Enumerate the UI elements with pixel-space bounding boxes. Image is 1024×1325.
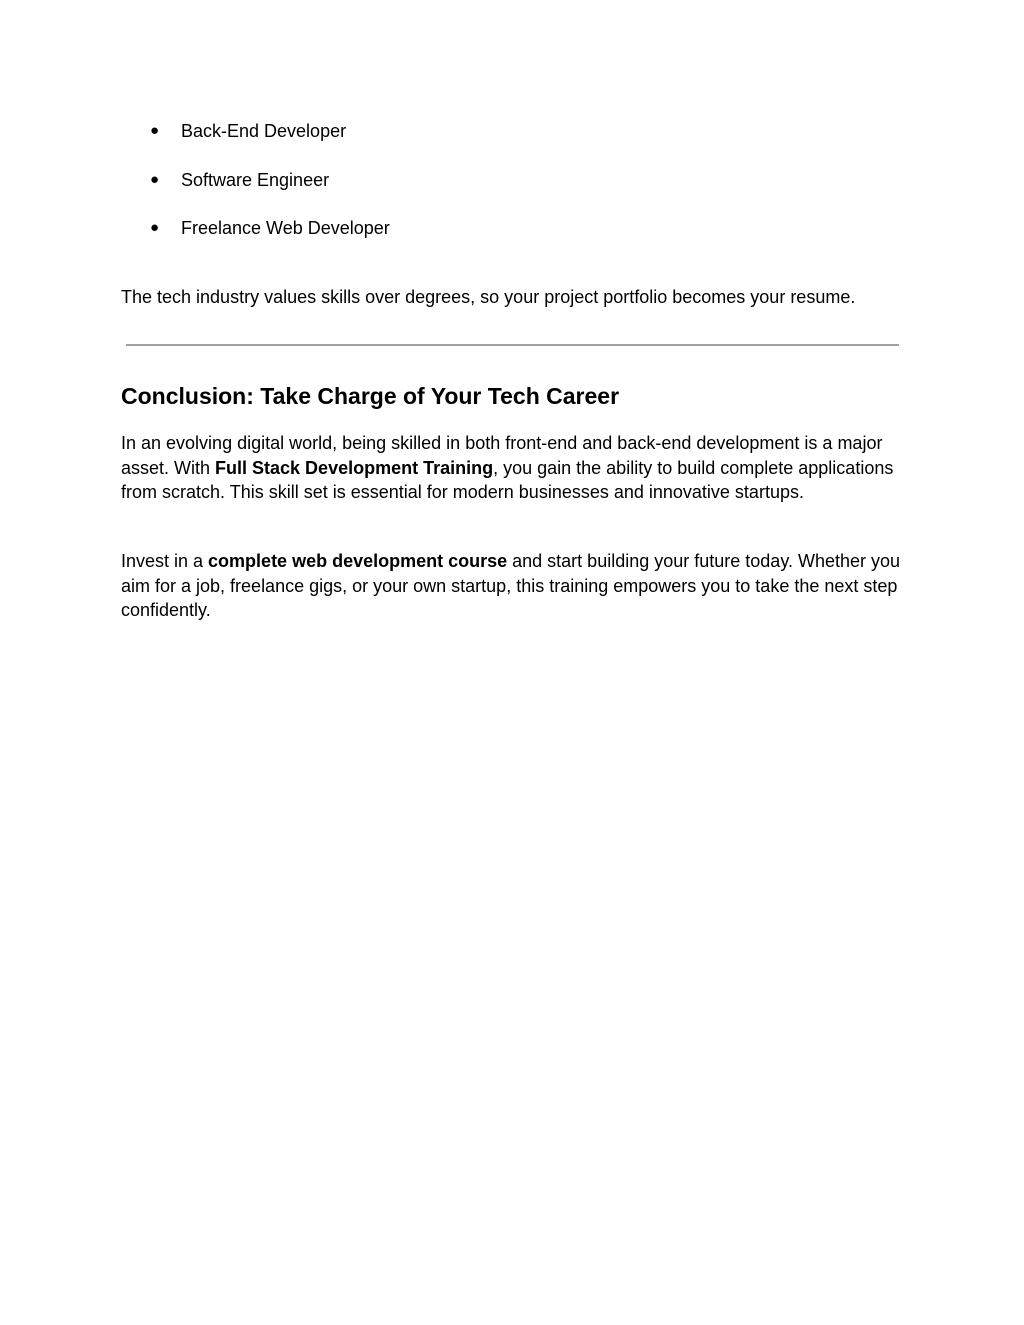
paragraph-text: Invest in a: [121, 551, 209, 571]
list-item-text: Software Engineer: [181, 169, 330, 190]
list-item: [150, 215, 390, 264]
list-item-text: Back-End Developer: [181, 121, 347, 141]
conclusion-paragraph-2: [121, 549, 911, 623]
bullet-icon: ●: [150, 219, 160, 236]
intro-paragraph: The tech industry values skills over degrees, so your project portfolio becomes your resume.: [121, 287, 856, 307]
list-item: [150, 118, 390, 167]
bullet-icon: ●: [150, 122, 160, 139]
bold-phrase: complete web development course: [208, 551, 508, 571]
horizontal-divider: [126, 344, 899, 346]
bold-phrase: Full Stack Development Training: [215, 457, 494, 478]
paragraph-text: and start building your future today. Whether you aim for a job, freelance gigs, or your own startup, this training empowers you to take the next step confidently.: [121, 551, 901, 620]
career-roles-list: [150, 118, 390, 264]
paragraph-text: , you gain the ability to build complete applications from scratch. This skill set is essential for modern businesses and innovative startups.: [121, 457, 894, 502]
paragraph-text: In an evolving digital world, being skilled in both front-end and back-end development is a major asset. With: [121, 433, 883, 478]
list-item: [150, 167, 390, 216]
list-item-text: Freelance Web Developer: [181, 218, 390, 238]
section-heading: Conclusion: Take Charge of Your Tech Career: [121, 383, 620, 409]
bullet-icon: ●: [150, 170, 160, 188]
conclusion-paragraph-1: [121, 431, 911, 505]
